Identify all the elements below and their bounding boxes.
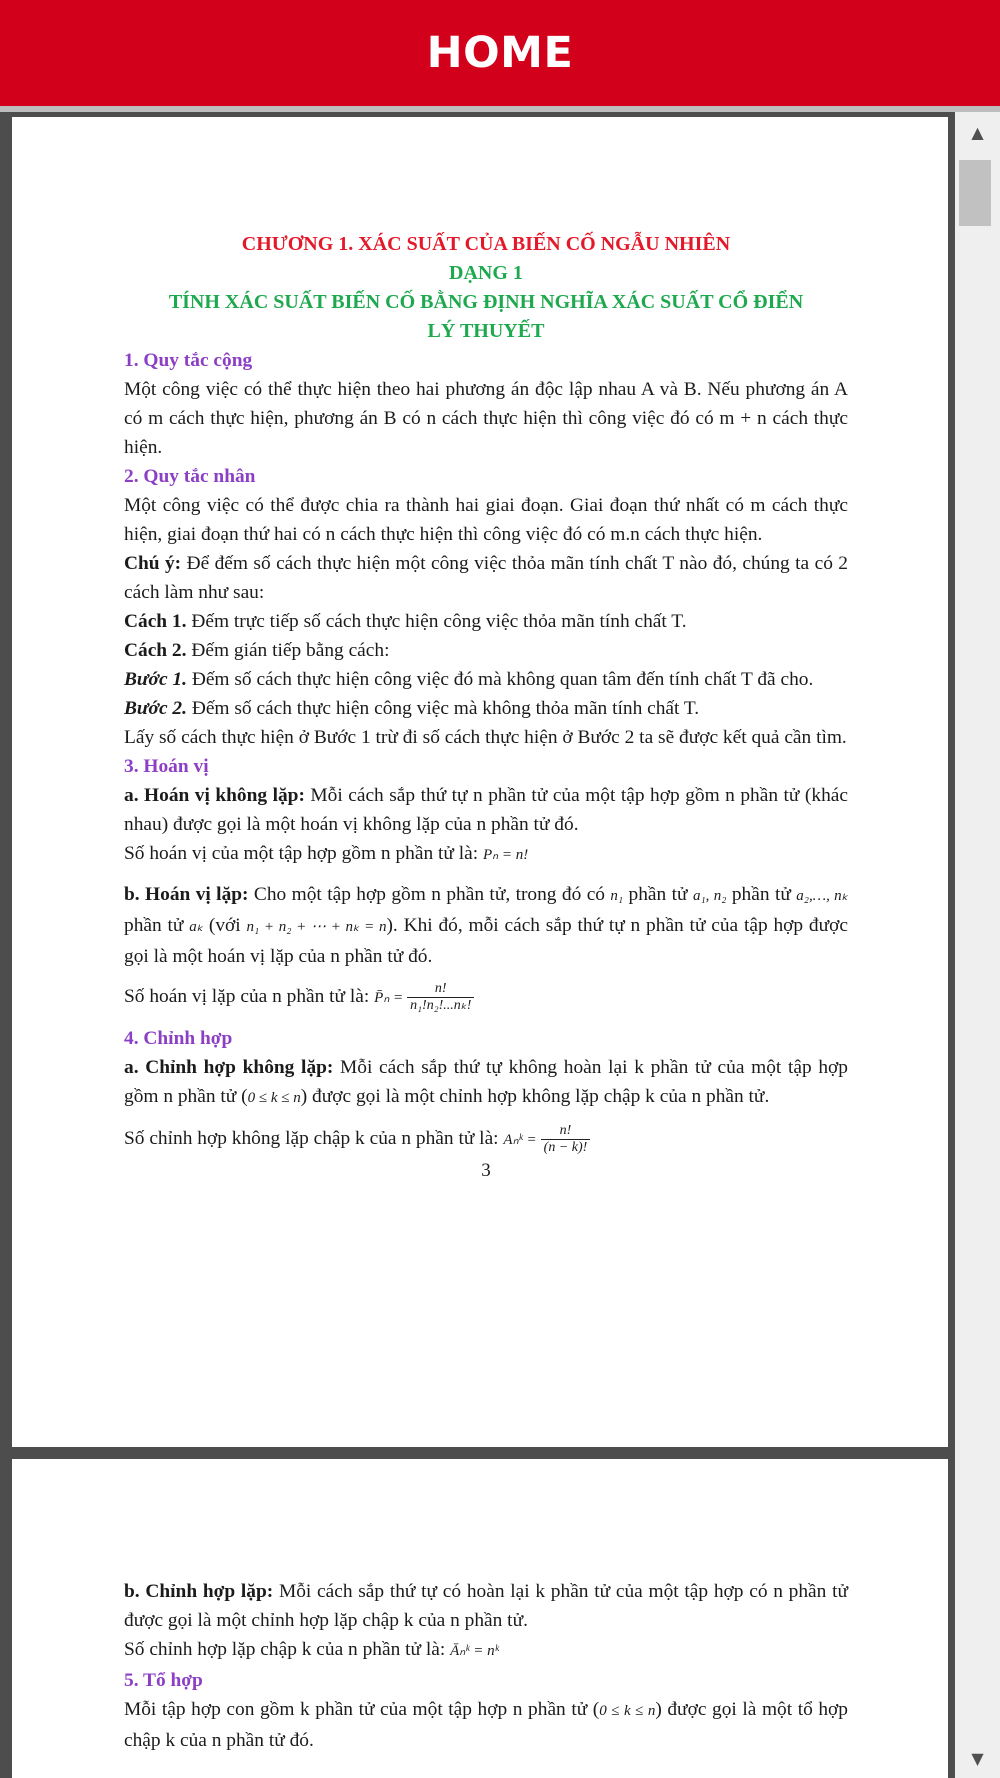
arrangement-count — [124, 1123, 848, 1156]
text: phần tử — [124, 915, 190, 936]
math: a₁, n₂ — [692, 888, 727, 904]
way-1 — [124, 607, 848, 636]
step-2-text: Đếm số cách thực hiện công việc mà không thỏa mãn tính chất T. — [186, 698, 700, 719]
home-title[interactable]: HOME — [426, 28, 574, 78]
section-heading: 5. Tổ hợp — [124, 1670, 203, 1691]
section-heading: 1. Quy tắc cộng — [124, 350, 253, 371]
math: aₖ — [189, 919, 204, 935]
scrollbar-thumb[interactable] — [959, 160, 991, 226]
count-text: Số chỉnh hợp không lặp chập k của n phần tử là: — [124, 1127, 504, 1149]
text: ) được gọi là một chỉnh hợp không lặp chập k của n phần tử. — [300, 1086, 770, 1107]
repeated-arrangement-count — [124, 1635, 848, 1666]
term-label: a. Chỉnh hợp không lặp: — [124, 1057, 334, 1078]
formula: Aₙᵏ = — [503, 1131, 537, 1148]
term-label: b. Chỉnh hợp lặp: — [124, 1581, 274, 1602]
chapter-title: CHƯƠNG 1. XÁC SUẤT CỦA BIẾN CỐ NGẪU NHIÊN — [241, 233, 731, 255]
step-2-label: Bước 2. — [124, 698, 187, 719]
text: Cho một tập hợp gồm n phần tử, trong đó có — [248, 884, 611, 905]
page-number: 3 — [481, 1160, 491, 1181]
way-2-label: Cách 2. — [124, 640, 187, 661]
form-title: TÍNH XÁC SUẤT BIẾN CỐ BẰNG ĐỊNH NGHĨA XÁC SUẤT CỔ ĐIỂN — [168, 291, 804, 313]
fraction — [407, 981, 474, 1014]
text: (với — [203, 915, 247, 936]
definition-text: Mỗi cách sắp thứ tự n phần tử của một tập hợp gồm n phần tử (khác nhau) được gọi là một hoán vị không lặp của n phần tử đó. — [124, 785, 848, 835]
definition-text: Mỗi cách sắp thứ tự có hoàn lại k phần tử của một tập hợp có n phần tử được gọi là một chỉnh hợp lặp chập k của n phần tử. — [124, 1581, 848, 1631]
formula: P̄ₙ = — [374, 989, 404, 1006]
denominator: n₁!n₂!...nₖ! — [410, 998, 472, 1013]
combination-definition — [124, 1695, 848, 1755]
text: ) được gọi là một tổ hợp chập k của n phần tử đó. — [124, 1699, 848, 1751]
paragraph: Một công việc có thể thực hiện theo hai phương án độc lập nhau A và B. Nếu phương án A có m cách thực hiện, phương án B có n cách thực hiện thì công việc đó có m + n cách thực hiện. — [124, 379, 848, 458]
document-page-4 — [12, 1459, 948, 1778]
conclusion-paragraph: Lấy số cách thực hiện ở Bước 1 trừ đi số cách thực hiện ở Bước 2 ta sẽ được kết quả cần tìm. — [124, 727, 847, 748]
term-label: a. Hoán vị không lặp: — [124, 785, 305, 806]
note-text: Để đếm số cách thực hiện một công việc thỏa mãn tính chất T nào đó, chúng ta có 2 cách làm như sau: — [124, 553, 848, 603]
formula: Āₙᵏ = nᵏ — [450, 1643, 499, 1659]
text: phần tử — [623, 884, 693, 905]
top-bar — [0, 0, 1000, 106]
way-1-label: Cách 1. — [124, 611, 187, 632]
text: ). Khi đó, mỗi cách sắp thứ tự n phần tử của tập hợp được gọi là một hoán vị lặp của n phần tử đó. — [124, 915, 848, 967]
math: a₂,…, nₖ — [796, 888, 849, 904]
numerator: n! — [407, 981, 474, 998]
document-viewer[interactable] — [0, 112, 955, 1778]
repeated-arrangement-definition — [124, 1577, 848, 1635]
page-content — [124, 230, 848, 1185]
paragraph: Một công việc có thể được chia ra thành hai giai đoạn. Giai đoạn thứ nhất có m cách thực hiện, giai đoạn thứ hai có n cách thực hiện thì công việc đó có m.n cách thực hiện. — [124, 495, 848, 545]
permutation-count — [124, 839, 848, 870]
way-2-text: Đếm gián tiếp bằng cách: — [186, 640, 390, 661]
page-content — [124, 1577, 848, 1755]
step-1-text: Đếm số cách thực hiện công việc đó mà không quan tâm đến tính chất T đã cho. — [186, 669, 814, 690]
scroll-up-arrow-icon[interactable]: ▲ — [971, 122, 984, 142]
repeated-permutation-count — [124, 981, 848, 1014]
step-1 — [124, 665, 848, 694]
step-1-label: Bước 1. — [124, 669, 187, 690]
permutation-definition — [124, 781, 848, 839]
fraction — [541, 1123, 591, 1156]
section-heading: 3. Hoán vị — [124, 756, 209, 777]
section-heading: 4. Chỉnh hợp — [124, 1028, 233, 1049]
count-text: Số hoán vị của một tập hợp gồm n phần tử là: — [124, 843, 483, 864]
text: Mỗi cách sắp thứ tự không hoàn lại k phần tử của một tập hợp gồm n phần tử ( — [124, 1057, 848, 1107]
formula: Pₙ = n! — [482, 847, 529, 863]
theory-label: LÝ THUYẾT — [427, 320, 545, 342]
math: 0 ≤ k ≤ n — [247, 1090, 301, 1106]
scroll-down-arrow-icon[interactable]: ▼ — [971, 1748, 984, 1768]
form-label: DẠNG 1 — [449, 262, 523, 284]
repeated-permutation-definition — [124, 880, 848, 971]
arrangement-definition — [124, 1053, 848, 1113]
section-heading: 2. Quy tắc nhân — [124, 466, 256, 487]
step-2 — [124, 694, 848, 723]
numerator: n! — [541, 1123, 591, 1140]
text: Mỗi tập hợp con gồm k phần tử của một tập hợp n phần tử ( — [124, 1699, 600, 1720]
note-label: Chú ý: — [124, 553, 182, 574]
text: phần tử — [726, 884, 797, 905]
count-text: Số chỉnh hợp lặp chập k của n phần tử là: — [124, 1639, 451, 1660]
document-page-3 — [12, 117, 948, 1447]
term-label: b. Hoán vị lặp: — [124, 884, 249, 905]
denominator: (n − k)! — [543, 1140, 588, 1155]
math: 0 ≤ k ≤ n — [599, 1703, 656, 1719]
way-2 — [124, 636, 848, 665]
note-paragraph — [124, 549, 848, 607]
count-text: Số hoán vị lặp của n phần tử là: — [124, 985, 375, 1007]
math: n₁ + n₂ + ⋯ + nₖ = n — [246, 919, 387, 935]
math: n₁ — [610, 888, 624, 904]
way-1-text: Đếm trực tiếp số cách thực hiện công việc thỏa mãn tính chất T. — [186, 611, 687, 632]
vertical-scrollbar[interactable] — [955, 112, 1000, 1778]
